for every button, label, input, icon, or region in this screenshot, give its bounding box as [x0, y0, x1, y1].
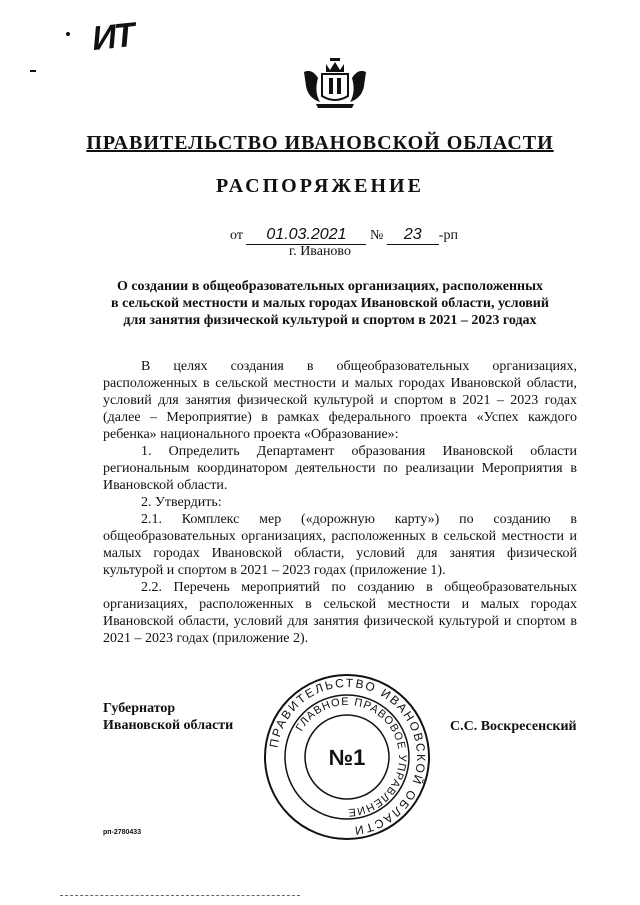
body-paragraph-item-2-1: 2.1. Комплекс мер («дорожную карту») по созданию в общеобразовательных организациях, расположенных в сельской местности и малых городах Ивановской области, условий для занятия физической культурой и спортом в 2021 – 2023 годах (приложение 1).	[103, 512, 577, 578]
city-line: г. Иваново	[289, 244, 351, 259]
number-sign: №	[369, 228, 384, 243]
signer-name: С.С. Воскресенский	[450, 719, 577, 734]
document-type: РАСПОРЯЖЕНИЕ	[216, 175, 424, 197]
body-paragraph-item-1: 1. Определить Департамент образования Ивановской области региональным координатором деятельности по реализации Мероприятия в Ивановской области.	[103, 444, 577, 493]
stamp-inner-text: ГЛАВНОЕ ПРАВОВОЕ УПРАВЛЕНИЕ	[293, 695, 409, 819]
subject-line: О создании в общеобразовательных организациях, расположенных	[116, 279, 544, 294]
subject-line: для занятия физической культурой и спортом в 2021 – 2023 годах	[123, 313, 537, 328]
handwritten-date: 01.03.2021	[246, 226, 366, 245]
document-subject	[95, 278, 565, 329]
signer-title	[103, 700, 233, 734]
body-paragraph-item-2-2: 2.2. Перечень мероприятий по созданию в общеобразовательных организациях, расположенных в сельской местности и малых городах Ивановской области, условий для занятия физической культурой и спортом в 2021 – 2023 годах (приложение 2).	[103, 580, 577, 646]
body-paragraph-item-2: 2. Утвердить:	[141, 495, 222, 510]
dateline	[230, 226, 458, 245]
coat-of-arms-emblem-icon	[300, 58, 370, 110]
scan-artifact-line	[60, 895, 300, 898]
signer-title-line: Губернатор	[103, 701, 176, 716]
handwritten-number: 23	[387, 226, 439, 245]
subject-line: в сельской местности и малых городах Ивановской области, условий	[111, 296, 549, 311]
document-body	[103, 358, 577, 647]
document-code: рп-2780433	[103, 829, 142, 836]
stamp-center-number: №1	[328, 745, 366, 770]
number-suffix: -рп	[438, 228, 458, 243]
official-stamp-icon	[262, 672, 432, 842]
signer-title-line: Ивановской области	[103, 718, 234, 733]
ink-dash	[30, 70, 36, 72]
ink-dot	[66, 32, 70, 36]
handwritten-margin-mark: ИТ	[90, 15, 136, 59]
government-title: ПРАВИТЕЛЬСТВО ИВАНОВСКОЙ ОБЛАСТИ	[86, 132, 554, 154]
stamp-outer-text: ПРАВИТЕЛЬСТВО ИВАНОВСКОЙ ОБЛАСТИ	[266, 675, 429, 838]
date-prefix: от	[230, 228, 243, 243]
body-paragraph-preamble: В целях создания в общеобразовательных организациях, расположенных в сельской местности и малых городах Ивановской области, условий для занятия физической культурой и спортом в 2021 – 2023 годах (далее – Мероприятие) в рамках федерального проекта «Успех каждого ребенка» национального проекта «Образование»:	[103, 359, 577, 442]
